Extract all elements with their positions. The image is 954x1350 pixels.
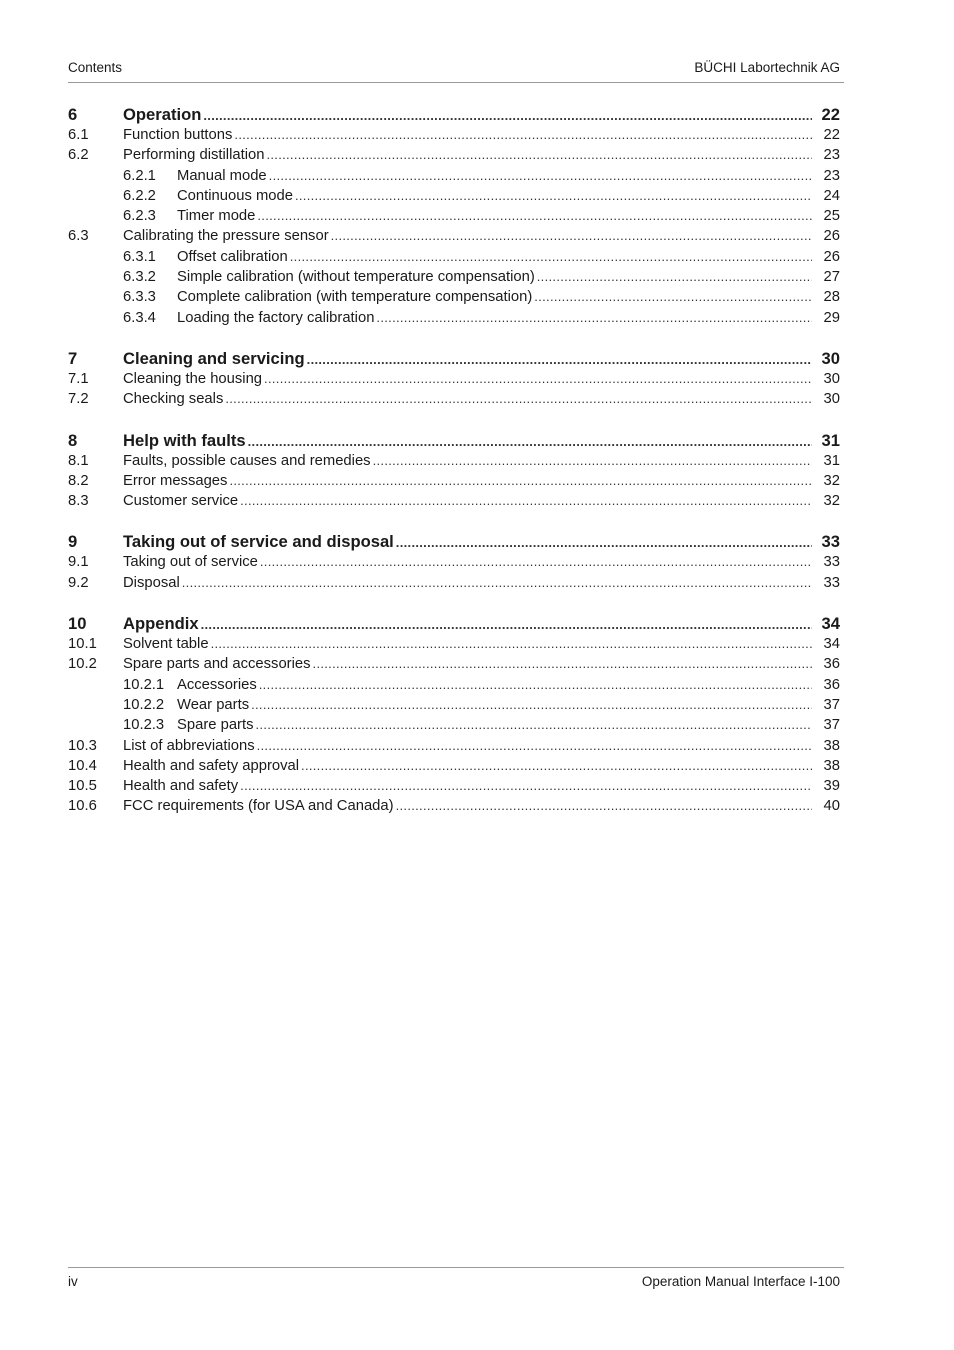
toc-chapter-entry[interactable] <box>68 104 840 125</box>
toc-dot-leader <box>203 105 812 126</box>
toc-dot-leader <box>182 573 812 593</box>
toc-dot-leader <box>229 471 812 491</box>
header-section-title: Contents <box>68 60 123 75</box>
toc-entry-line <box>123 369 840 389</box>
toc-entry-number: 6.2 <box>68 147 89 164</box>
toc-section-entry[interactable] <box>68 695 840 715</box>
toc-entry-page: 29 <box>823 309 840 326</box>
toc-dot-leader <box>259 675 812 695</box>
toc-dot-leader <box>256 715 813 735</box>
toc-entry-page: 37 <box>823 717 840 734</box>
toc-entry-page: 31 <box>823 452 840 469</box>
toc-entry-page: 22 <box>821 105 840 124</box>
toc-entry-line <box>123 654 840 674</box>
toc-dot-leader <box>240 491 812 511</box>
toc-section-entry[interactable] <box>68 715 840 735</box>
toc-entry-number: 6.1 <box>68 127 89 143</box>
toc-entry-page: 25 <box>823 208 840 225</box>
toc-entry-title: Health and safety approval <box>123 757 300 774</box>
toc-entry-line <box>123 348 840 370</box>
toc-entry-line <box>123 796 840 816</box>
toc-dot-leader <box>234 125 812 145</box>
toc-entry-number: 6 <box>68 105 78 124</box>
toc-section-entry[interactable] <box>68 675 840 695</box>
toc-entry-title: Accessories <box>177 676 257 693</box>
toc-entry-number: 8.1 <box>68 452 89 469</box>
toc-dot-leader <box>240 776 812 796</box>
toc-entry-title: Manual mode <box>177 167 267 184</box>
toc-entry-line <box>177 675 840 695</box>
toc-entry-page: 33 <box>823 574 840 591</box>
toc-dot-leader <box>313 654 812 674</box>
toc-entry-title: Disposal <box>123 574 180 591</box>
toc-entry-title: Continuous mode <box>177 187 293 204</box>
toc-entry-number: 6.2.1 <box>123 167 156 184</box>
toc-entry-number: 10.1 <box>68 636 97 653</box>
toc-entry-line <box>123 552 840 572</box>
toc-entry-number: 10.3 <box>68 737 97 754</box>
toc-entry-number: 7.1 <box>68 370 89 387</box>
toc-section-entry[interactable] <box>68 267 840 287</box>
toc-entry-number: 7 <box>68 348 78 368</box>
toc-entry-page: 36 <box>823 656 840 673</box>
toc-entry-number: 10.2.3 <box>123 717 165 734</box>
toc-section-entry[interactable] <box>68 654 840 674</box>
toc-dot-leader <box>266 145 812 165</box>
toc-entry-page: 38 <box>823 757 840 774</box>
header-company-name: BÜCHI Labortechnik AG <box>694 60 840 75</box>
toc-entry-line <box>123 389 840 409</box>
toc-dot-leader <box>225 389 812 409</box>
toc-entry-title: Customer service <box>123 493 239 510</box>
toc-entry-title: Appendix <box>123 614 199 634</box>
toc-entry-line <box>123 104 840 126</box>
toc-entry-number: 7.2 <box>68 391 89 408</box>
toc-entry-number: 10.5 <box>68 778 97 795</box>
toc-entry-number: 6.2.2 <box>123 187 156 204</box>
toc-entry-title: Performing distillation <box>123 147 265 164</box>
toc-entry-title: List of abbreviations <box>123 737 255 754</box>
toc-entry-line <box>177 267 840 287</box>
toc-entry-page: 26 <box>823 248 840 265</box>
toc-entry-page: 36 <box>823 676 840 693</box>
toc-dot-leader <box>396 796 812 816</box>
toc-dot-leader <box>257 736 812 756</box>
toc-entry-number: 6.3.3 <box>123 289 156 306</box>
toc-dot-leader <box>248 431 812 452</box>
toc-entry-line <box>123 736 840 756</box>
toc-entry-line <box>123 634 840 654</box>
toc-section-entry[interactable] <box>68 776 840 796</box>
toc-entry-line <box>123 613 840 635</box>
toc-section-entry[interactable] <box>68 451 840 471</box>
toc-dot-leader <box>201 614 812 635</box>
table-of-contents <box>68 104 840 817</box>
toc-dot-leader <box>534 287 812 307</box>
page-footer <box>68 1267 844 1289</box>
toc-entry-page: 32 <box>823 493 840 510</box>
toc-entry-title: Spare parts and accessories <box>123 656 311 673</box>
toc-section-entry[interactable] <box>68 145 840 165</box>
toc-dot-leader <box>295 186 812 206</box>
toc-entry-title: FCC requirements (for USA and Canada) <box>123 798 394 815</box>
toc-section-entry[interactable] <box>68 471 840 491</box>
toc-entry-page: 33 <box>823 554 840 571</box>
toc-entry-line <box>123 451 840 471</box>
toc-entry-title: Timer mode <box>177 208 256 225</box>
toc-entry-title: Help with faults <box>123 430 246 450</box>
toc-entry-line <box>123 776 840 796</box>
toc-entry-number: 10.2.2 <box>123 696 165 713</box>
toc-entry-number: 6.3.4 <box>123 309 156 326</box>
toc-entry-page: 32 <box>823 472 840 489</box>
toc-entry-title: Calibrating the pressure sensor <box>123 228 329 245</box>
toc-entry-line <box>177 206 840 226</box>
toc-chapter-entry[interactable] <box>68 531 840 552</box>
toc-dot-leader <box>396 532 812 553</box>
toc-entry-page: 23 <box>823 167 840 184</box>
toc-dot-leader <box>260 552 812 572</box>
toc-entry-title: Taking out of service <box>123 554 258 571</box>
toc-entry-title: Wear parts <box>177 696 250 713</box>
toc-entry-title: Simple calibration (without temperature compensation) <box>177 269 535 286</box>
toc-section-entry[interactable] <box>68 389 840 409</box>
toc-entry-line <box>177 166 840 186</box>
toc-section-entry[interactable] <box>68 186 840 206</box>
toc-chapter-entry[interactable] <box>68 613 840 634</box>
toc-entry-title: Taking out of service and disposal <box>123 532 394 552</box>
toc-entry-page: 27 <box>823 269 840 286</box>
toc-entry-number: 8.2 <box>68 472 89 489</box>
toc-entry-number: 6.3.2 <box>123 269 156 286</box>
toc-section-entry[interactable] <box>68 308 840 328</box>
toc-entry-title: Operation <box>123 105 202 124</box>
toc-section-entry[interactable] <box>68 287 840 307</box>
toc-entry-title: Offset calibration <box>177 248 288 265</box>
toc-dot-leader <box>251 695 812 715</box>
toc-entry-line <box>177 715 840 735</box>
footer-document-title: Operation Manual Interface I-100 <box>641 1274 840 1289</box>
toc-entry-line <box>177 695 840 715</box>
toc-entry-line <box>123 430 840 452</box>
toc-entry-number: 6.3 <box>68 228 89 245</box>
toc-entry-page: 22 <box>823 127 840 143</box>
toc-entry-page: 31 <box>821 430 840 450</box>
toc-entry-page: 24 <box>823 187 840 204</box>
toc-section-entry[interactable] <box>68 166 840 186</box>
toc-dot-leader <box>264 369 812 389</box>
toc-entry-title: Solvent table <box>123 636 209 653</box>
toc-entry-page: 34 <box>821 614 840 634</box>
toc-entry-page: 23 <box>823 147 840 164</box>
toc-entry-number: 6.2.3 <box>123 208 156 225</box>
toc-entry-number: 8.3 <box>68 493 89 510</box>
toc-entry-line <box>123 226 840 246</box>
toc-section-entry[interactable] <box>68 736 840 756</box>
toc-entry-number: 10.4 <box>68 757 97 774</box>
toc-entry-number: 9.2 <box>68 574 89 591</box>
toc-section-entry[interactable] <box>68 206 840 226</box>
toc-entry-number: 8 <box>68 430 78 450</box>
toc-dot-leader <box>307 349 812 370</box>
toc-entry-line <box>177 308 840 328</box>
toc-entry-number: 10 <box>68 614 87 634</box>
toc-entry-page: 38 <box>823 737 840 754</box>
toc-entry-number: 6.3.1 <box>123 248 156 265</box>
toc-entry-line <box>123 573 840 593</box>
toc-entry-page: 37 <box>823 696 840 713</box>
toc-entry-title: Spare parts <box>177 717 254 734</box>
toc-entry-line <box>123 491 840 511</box>
toc-dot-leader <box>211 634 812 654</box>
toc-entry-line <box>123 125 840 145</box>
toc-entry-line <box>177 186 840 206</box>
toc-entry-title: Checking seals <box>123 391 224 408</box>
toc-entry-page: 26 <box>823 228 840 245</box>
toc-dot-leader <box>257 206 812 226</box>
toc-chapter-entry[interactable] <box>68 348 840 369</box>
toc-chapter-entry[interactable] <box>68 430 840 451</box>
toc-entry-title: Loading the factory calibration <box>177 309 375 326</box>
toc-entry-title: Complete calibration (with temperature compensation) <box>177 289 533 306</box>
toc-section-entry[interactable] <box>68 125 840 145</box>
toc-section-entry[interactable] <box>68 491 840 511</box>
toc-section-entry[interactable] <box>68 573 840 593</box>
toc-entry-title: Function buttons <box>123 127 233 143</box>
toc-entry-number: 10.2 <box>68 656 97 673</box>
toc-entry-page: 30 <box>823 370 840 387</box>
toc-entry-line <box>123 471 840 491</box>
toc-dot-leader <box>537 267 812 287</box>
toc-entry-page: 30 <box>823 391 840 408</box>
toc-section-entry[interactable] <box>68 369 840 389</box>
toc-dot-leader <box>269 166 812 186</box>
toc-entry-number: 9 <box>68 532 78 552</box>
toc-entry-page: 40 <box>823 798 840 815</box>
toc-entry-page: 28 <box>823 289 840 306</box>
toc-entry-number: 9.1 <box>68 554 89 571</box>
toc-entry-line <box>123 145 840 165</box>
toc-entry-page: 30 <box>821 348 840 368</box>
toc-entry-line <box>177 287 840 307</box>
toc-entry-page: 33 <box>821 532 840 552</box>
toc-entry-page: 39 <box>823 778 840 795</box>
toc-dot-leader <box>290 247 812 267</box>
toc-section-entry[interactable] <box>68 756 840 776</box>
toc-entry-title: Error messages <box>123 472 228 489</box>
toc-entry-page: 34 <box>823 636 840 653</box>
toc-dot-leader <box>301 756 812 776</box>
toc-dot-leader <box>373 451 812 471</box>
toc-dot-leader <box>376 308 812 328</box>
toc-section-entry[interactable] <box>68 552 840 572</box>
toc-entry-line <box>177 247 840 267</box>
toc-entry-number: 10.2.1 <box>123 676 165 693</box>
toc-section-entry[interactable] <box>68 226 840 246</box>
toc-entry-line <box>123 531 840 553</box>
toc-section-entry[interactable] <box>68 796 840 816</box>
toc-entry-title: Faults, possible causes and remedies <box>123 452 371 469</box>
toc-entry-title: Cleaning the housing <box>123 370 263 387</box>
page-header <box>68 60 844 83</box>
toc-entry-number: 10.6 <box>68 798 97 815</box>
toc-section-entry[interactable] <box>68 634 840 654</box>
toc-dot-leader <box>331 226 812 246</box>
footer-page-number: iv <box>68 1274 78 1289</box>
toc-entry-title: Cleaning and servicing <box>123 348 305 368</box>
toc-section-entry[interactable] <box>68 247 840 267</box>
toc-entry-line <box>123 756 840 776</box>
toc-entry-title: Health and safety <box>123 778 239 795</box>
